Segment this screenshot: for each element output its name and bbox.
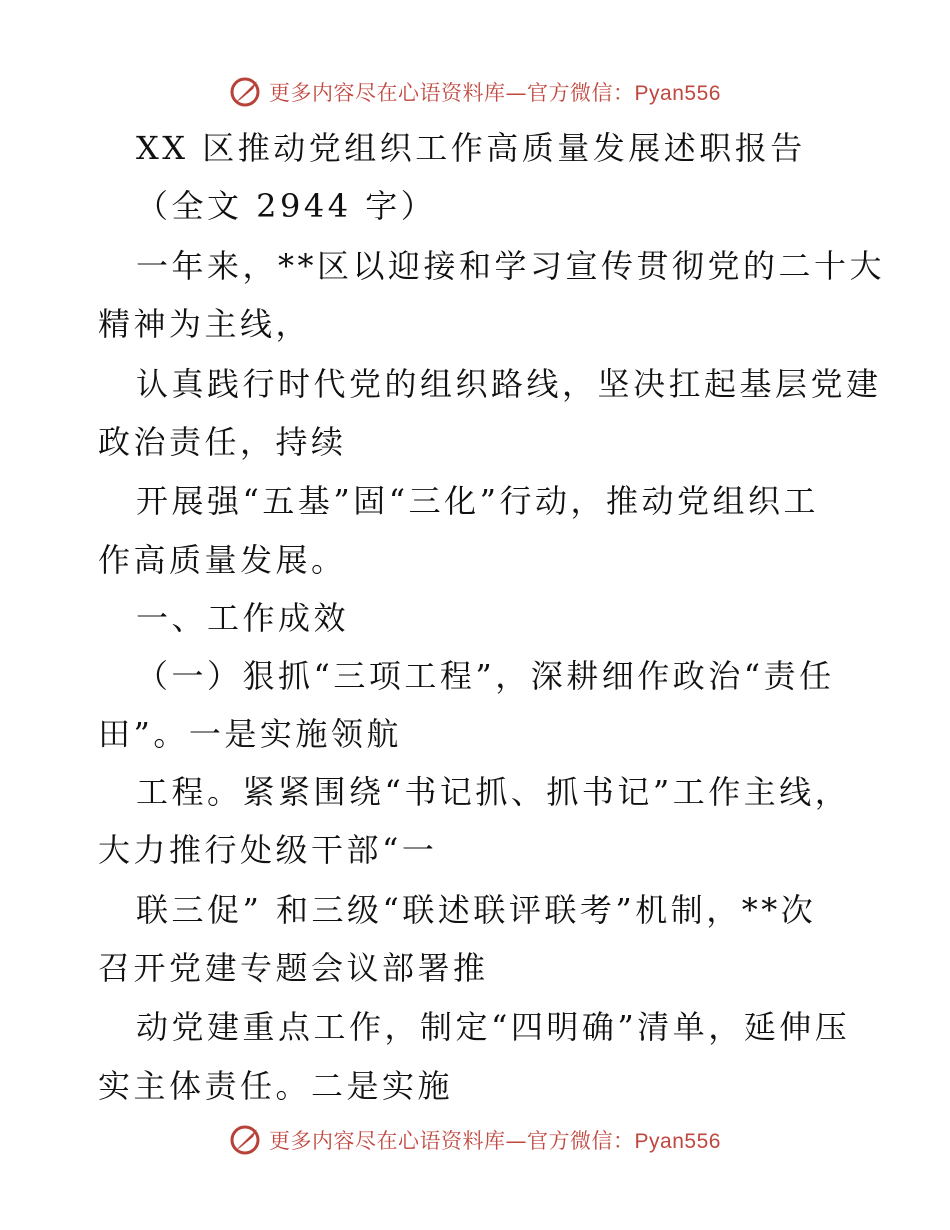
paragraph-line: 召开党建专题会议部署推 (98, 949, 489, 987)
header-watermark (0, 72, 950, 112)
paragraph-line: 作高质量发展。 (98, 541, 347, 579)
paragraph-line: 开展强“五基”固“三化”行动，推动党组织工 (136, 482, 819, 520)
banner-account: Pyan556 (634, 1130, 721, 1153)
paragraph-line: 联三促” 和三级“联述联评联考”机制，**次 (136, 891, 817, 929)
paragraph-line: （一）狠抓“三项工程”，深耕细作政治“责任 (136, 657, 835, 695)
paragraph-line: 精神为主线， (98, 305, 312, 343)
section-heading: 一、工作成效 (136, 599, 350, 637)
banner-official: 官方微信： (527, 81, 635, 105)
paragraph-line: 认真践行时代党的组织路线，坚决扛起基层党建 (136, 365, 882, 403)
quill-logo-icon (229, 75, 263, 109)
paragraph-line: 实主体责任。二是实施 (98, 1067, 454, 1105)
banner-account: Pyan556 (634, 82, 721, 105)
paragraph-line: 一年来，**区以迎接和学习宣传贯彻党的二十大 (136, 247, 886, 285)
banner-dash: — (505, 81, 528, 105)
document-title: XX 区推动党组织工作高质量发展述职报告 (136, 129, 806, 167)
word-count: （全文 2944 字） (136, 187, 437, 225)
paragraph-line: 工程。紧紧围绕“书记抓、抓书记”工作主线， (136, 773, 851, 811)
paragraph-line: 大力推行处级干部“一 (98, 831, 438, 869)
paragraph-line: 田”。一是实施领航 (98, 715, 402, 753)
banner-dash: — (505, 1129, 528, 1153)
banner-text: 更多内容尽在心语资料库 (269, 1129, 506, 1153)
banner-official: 官方微信： (527, 1129, 635, 1153)
footer-watermark (0, 1120, 950, 1160)
paragraph-line: 政治责任，持续 (98, 423, 347, 461)
banner-text: 更多内容尽在心语资料库 (269, 81, 506, 105)
paragraph-line: 动党建重点工作，制定“四明确”清单，延伸压 (136, 1008, 851, 1046)
quill-logo-icon (229, 1123, 263, 1157)
